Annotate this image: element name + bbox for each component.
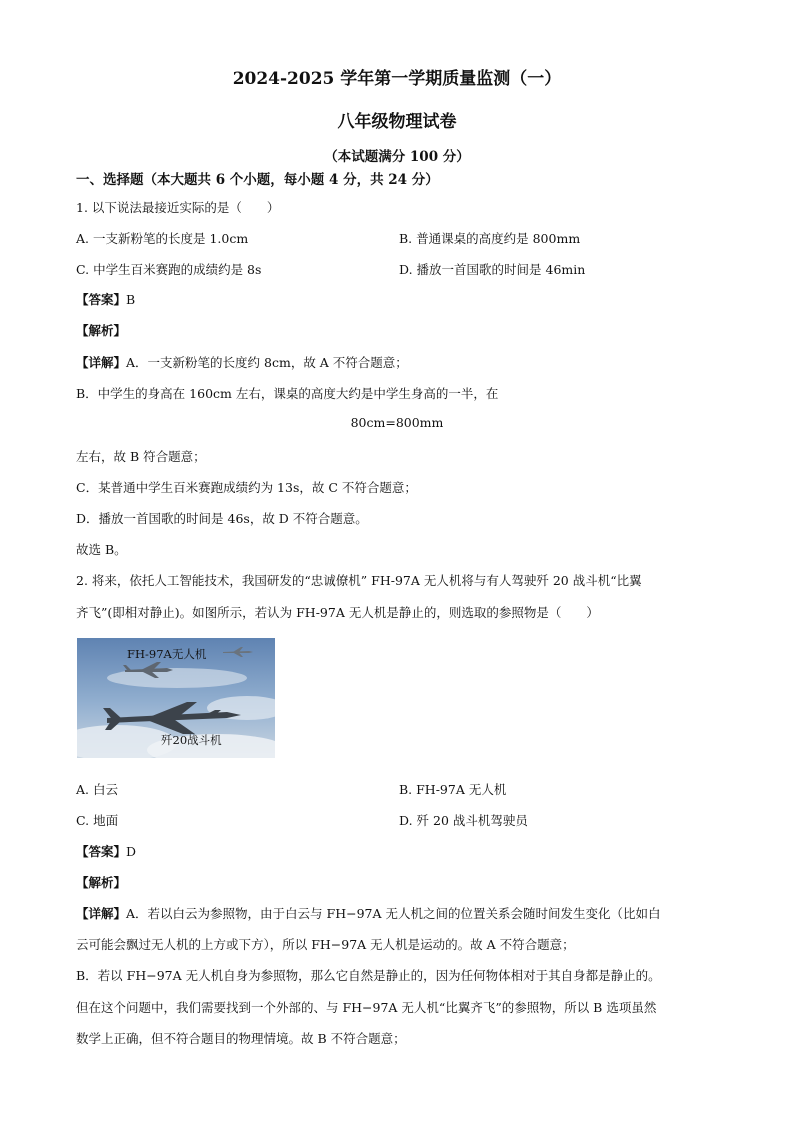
q2-option-a: A. 白云 [76, 782, 118, 797]
q1-line-5: C．某普通中学生百米赛跑成绩约为 13s，故 C 不符合题意； [76, 480, 417, 495]
q2-line-4: 但在这个问题中，我们需要找到一个外部的、与 FH−97A 无人机“比翼齐飞”的参照物，所以 B 选项虽然 [76, 1000, 657, 1015]
q2-stem-line-1: 2. 将来，依托人工智能技术，我国研发的“忠诚僚机” FH-97A 无人机将与有人驾驶歼 20 战斗机“比翼 [76, 573, 642, 588]
q2-line-5: 数学上正确，但不符合题目的物理情境。故 B 不符合题意； [76, 1031, 406, 1046]
q1-line-1: A．一支新粉笔的长度约 8cm，故 A 不符合题意； [126, 355, 408, 370]
q1-answer-label: 【答案】 [76, 292, 127, 307]
q2-stem-line-2: 齐飞”(即相对静止)。如图所示，若认为 FH-97A 无人机是静止的，则选取的参照物是（ ） [76, 605, 599, 620]
q1-detail-label: 【详解】 [76, 355, 127, 370]
q2-answer-label: 【答案】 [76, 844, 127, 859]
aircraft-photo [77, 638, 275, 758]
q2-line-2: 云可能会飘过无人机的上方或下方），所以 FH−97A 无人机是运动的。故 A 不符合题意； [76, 937, 575, 952]
q2-analysis-text: 【解析】 [76, 875, 127, 890]
q2-answer-value: D [126, 844, 137, 859]
q1-option-a: A. 一支新粉笔的长度是 1.0cm [76, 231, 249, 246]
q1-option-b: B. 普通课桌的高度约是 800mm [399, 231, 581, 246]
drone-label: FH-97A无人机 [127, 647, 207, 661]
q1-analysis-text: 【解析】 [76, 323, 127, 338]
q2-detail-label: 【详解】 [76, 906, 127, 921]
q1-stem: 1. 以下说法最接近实际的是（ ） [76, 200, 280, 215]
q1-answer [76, 290, 135, 308]
q1-line-4: 左右，故 B 符合题意； [76, 449, 206, 464]
q2-option-c: C. 地面 [76, 813, 119, 828]
q2-analysis-label [76, 873, 126, 891]
q1-detail-line-1 [76, 353, 408, 371]
q2-option-b: B. FH-97A 无人机 [399, 782, 507, 797]
section-heading: 一、选择题（本大题共 6 个小题，每小题 4 分，共 24 分） [76, 172, 439, 188]
q2-answer [76, 842, 136, 860]
q1-line-6: D．播放一首国歌的时间是 46s，故 D 不符合题意。 [76, 511, 368, 526]
page-subtitle: 八年级物理试卷 [337, 112, 457, 132]
q1-line-2: B．中学生的身高在 160cm 左右，课桌的高度大约是中学生身高的一半，在 [76, 386, 499, 401]
q2-line-3: B．若以 FH−97A 无人机自身为参照物，那么它自然是静止的，因为任何物体相对于其自身都是静止的。 [76, 968, 661, 983]
q2-line-1: A．若以白云为参照物，由于白云与 FH−97A 无人机之间的位置关系会随时间发生变化（比如白 [126, 906, 661, 921]
q1-conclusion: 故选 B。 [76, 542, 127, 557]
q1-answer-value: B [126, 292, 136, 307]
q2-option-d: D. 歼 20 战斗机驾驶员 [399, 813, 528, 828]
q1-analysis-label [76, 321, 126, 339]
q1-option-d: D. 播放一首国歌的时间是 46min [399, 262, 586, 277]
score-note: （本试题满分 100 分） [324, 149, 470, 165]
fighter-label: 歼20战斗机 [161, 733, 222, 747]
aircraft-illustration [77, 638, 275, 758]
q1-equation: 80cm=800mm [350, 415, 444, 430]
q2-detail-line-1 [76, 904, 660, 922]
q1-option-c: C. 中学生百米赛跑的成绩约是 8s [76, 262, 262, 277]
page-title: 2024-2025 学年第一学期质量监测（一） [232, 69, 562, 89]
